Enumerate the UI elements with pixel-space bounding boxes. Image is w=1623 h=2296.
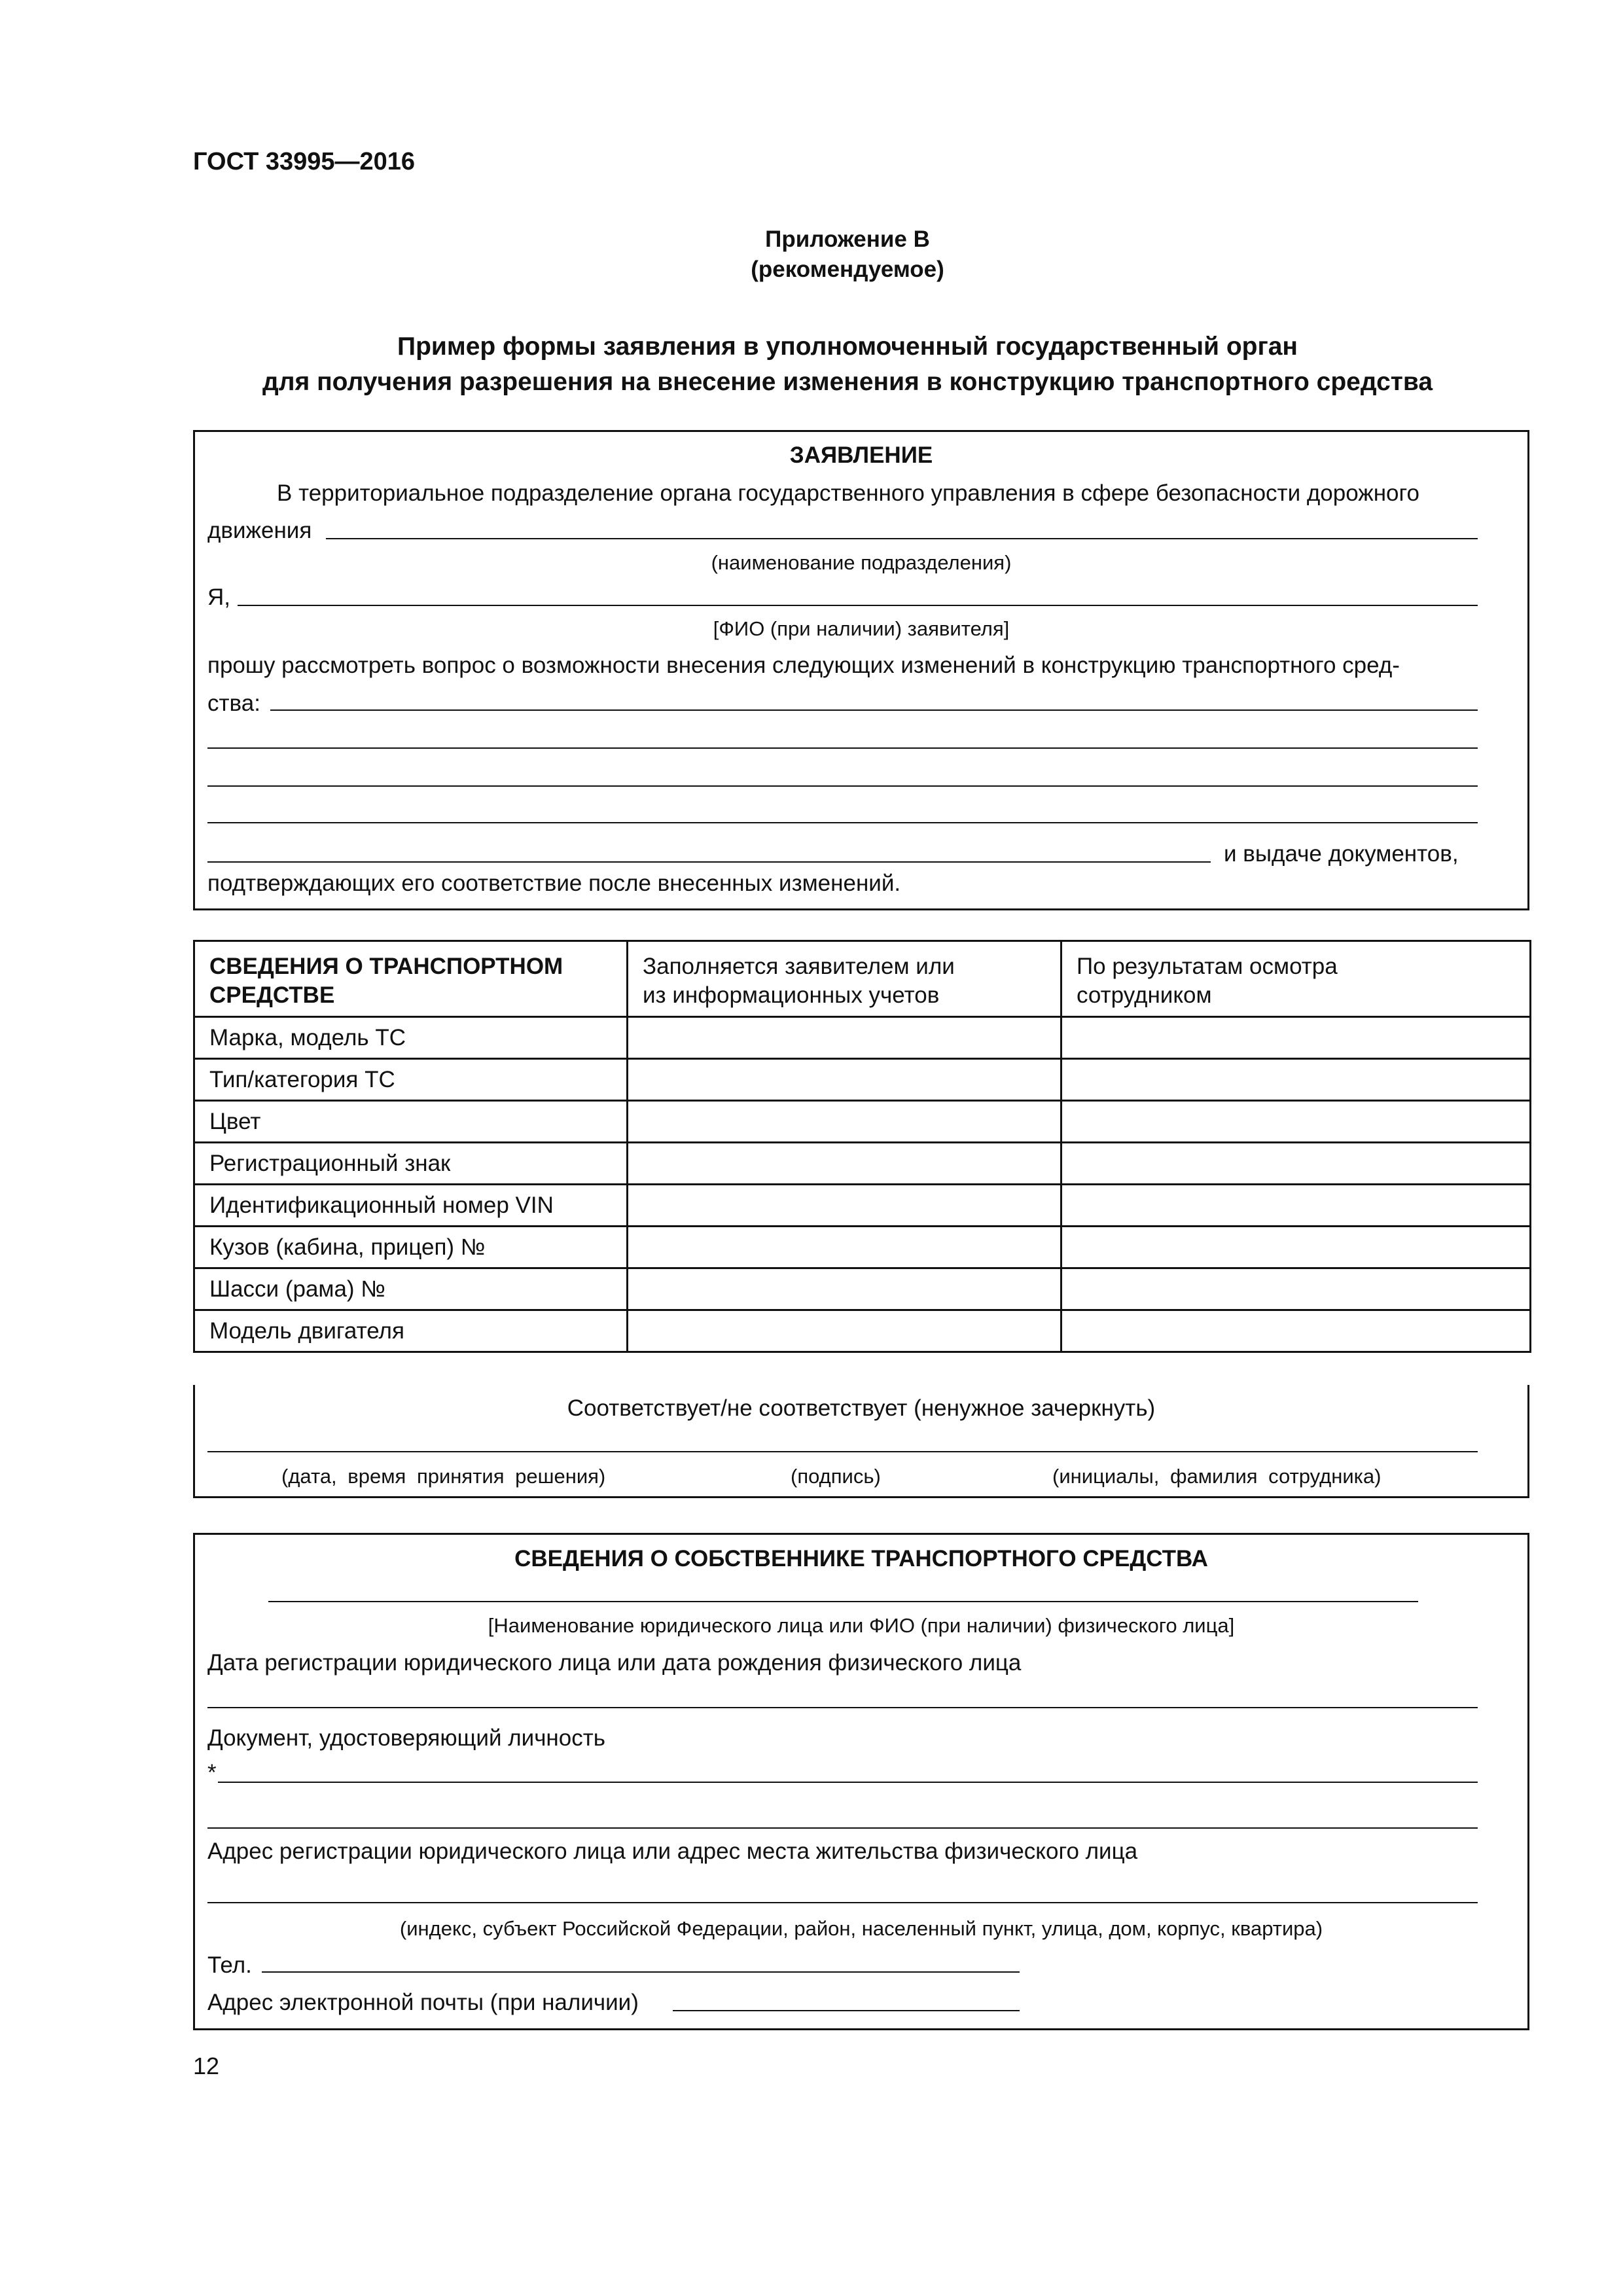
applicant-cell[interactable]	[628, 1268, 1061, 1310]
table-row	[194, 1059, 1531, 1101]
division-caption: (наименование подразделения)	[711, 551, 1012, 574]
inspection-cell[interactable]	[1061, 1017, 1531, 1059]
page-number: 12	[193, 2053, 220, 2079]
changes-input-line-5[interactable]	[207, 861, 1211, 863]
changes-input-line-2[interactable]	[207, 747, 1478, 749]
email-label: Адрес электронной почты (при наличии)	[207, 1990, 639, 2015]
vehicle-col-inspection-header: По результатам осмотра сотрудником	[1061, 941, 1531, 1017]
form-title-line1: Пример формы заявления в уполномоченный государственный орган	[397, 332, 1298, 361]
i-label: Я,	[207, 584, 230, 610]
changes-input-line-1[interactable]	[270, 709, 1478, 711]
inspection-cell[interactable]	[1061, 1101, 1531, 1143]
applicant-cell[interactable]	[628, 1227, 1061, 1268]
row-label: Шасси (рама) №	[194, 1268, 628, 1310]
address-label: Адрес регистрации юридического лица или адрес места жительства физического лица	[207, 1839, 1138, 1864]
email-input-line[interactable]	[673, 2010, 1020, 2011]
compliance-text: Соответствует/не соответствует (ненужное зачеркнуть)	[567, 1395, 1156, 1421]
applicant-input-line[interactable]	[238, 605, 1478, 606]
issue-text: и выдаче документов,	[1224, 841, 1459, 867]
statement-intro-line1: В территориальное подразделение органа государственного управления в сфере безопасности дорожного	[277, 480, 1419, 506]
reg-date-label: Дата регистрации юридического лица или дата рождения физического лица	[207, 1650, 1022, 1676]
row-label: Кузов (кабина, прицеп) №	[194, 1227, 628, 1268]
table-row	[194, 1268, 1531, 1310]
form-title-line2: для получения разрешения на внесение изменения в конструкцию транспортного средства	[262, 368, 1433, 396]
appendix-note: (рекомендуемое)	[751, 257, 944, 282]
statement-intro-line2: движения	[207, 518, 312, 543]
id-doc-input-line-2[interactable]	[207, 1827, 1478, 1829]
confirm-text: подтверждающих его соответствие после внесенных изменений.	[207, 870, 901, 896]
phone-label: Тел.	[207, 1952, 252, 1978]
inspection-cell[interactable]	[1061, 1310, 1531, 1352]
applicant-cell[interactable]	[628, 1101, 1061, 1143]
id-doc-label: Документ, удостоверяющий личность	[207, 1725, 605, 1751]
id-doc-input-line-1[interactable]	[218, 1782, 1478, 1783]
inspection-cell[interactable]	[1061, 1185, 1531, 1227]
table-row	[194, 1101, 1531, 1143]
table-row	[194, 1310, 1531, 1352]
owner-name-caption: [Наименование юридического лица или ФИО (при наличии) физического лица]	[488, 1614, 1235, 1637]
address-input-line[interactable]	[207, 1902, 1478, 1903]
inspection-cell[interactable]	[1061, 1059, 1531, 1101]
address-caption: (индекс, субъект Российской Федерации, район, населенный пункт, улица, дом, корпус, квартира)	[399, 1917, 1323, 1940]
changes-input-line-4[interactable]	[207, 822, 1478, 823]
table-row	[194, 1185, 1531, 1227]
vehicle-table	[193, 940, 1531, 1353]
table-row	[194, 1017, 1531, 1059]
appendix-label: Приложение В	[765, 226, 930, 252]
applicant-caption: [ФИО (при наличии) заявителя]	[713, 617, 1010, 640]
row-label: Тип/категория ТС	[194, 1059, 628, 1101]
asterisk-mark: *	[207, 1760, 217, 1785]
caption-signature: (подпись)	[791, 1465, 881, 1488]
decision-input-line[interactable]	[207, 1451, 1478, 1452]
phone-input-line[interactable]	[262, 1971, 1020, 1973]
caption-officer: (инициалы, фамилия сотрудника)	[1052, 1465, 1382, 1488]
request-line2: ства:	[207, 691, 260, 716]
row-label: Марка, модель ТС	[194, 1017, 628, 1059]
division-input-line[interactable]	[326, 538, 1478, 539]
vehicle-col-info-header: СВЕДЕНИЯ О ТРАНСПОРТНОМ СРЕДСТВЕ	[194, 941, 628, 1017]
changes-input-line-3[interactable]	[207, 785, 1478, 787]
table-row	[194, 1143, 1531, 1185]
row-label: Идентификационный номер VIN	[194, 1185, 628, 1227]
reg-date-input-line[interactable]	[207, 1707, 1478, 1708]
inspection-cell[interactable]	[1061, 1268, 1531, 1310]
vehicle-col-applicant-header: Заполняется заявителем или из информационных учетов	[628, 941, 1061, 1017]
standard-number: ГОСТ 33995—2016	[193, 148, 416, 175]
owner-name-input-line[interactable]	[268, 1601, 1418, 1602]
applicant-cell[interactable]	[628, 1059, 1061, 1101]
statement-heading: ЗАЯВЛЕНИЕ	[789, 442, 933, 468]
inspection-cell[interactable]	[1061, 1143, 1531, 1185]
row-label: Цвет	[194, 1101, 628, 1143]
table-row	[194, 1227, 1531, 1268]
row-label: Регистрационный знак	[194, 1143, 628, 1185]
owner-heading: СВЕДЕНИЯ О СОБСТВЕННИКЕ ТРАНСПОРТНОГО СРЕДСТВА	[514, 1546, 1208, 1571]
applicant-cell[interactable]	[628, 1185, 1061, 1227]
row-label: Модель двигателя	[194, 1310, 628, 1352]
request-line1: прошу рассмотреть вопрос о возможности внесения следующих изменений в конструкцию транспортного сред-	[207, 653, 1400, 678]
applicant-cell[interactable]	[628, 1143, 1061, 1185]
vehicle-table-header	[194, 941, 1531, 1017]
inspection-cell[interactable]	[1061, 1227, 1531, 1268]
applicant-cell[interactable]	[628, 1017, 1061, 1059]
caption-date: (дата, время принятия решения)	[281, 1465, 606, 1488]
applicant-cell[interactable]	[628, 1310, 1061, 1352]
